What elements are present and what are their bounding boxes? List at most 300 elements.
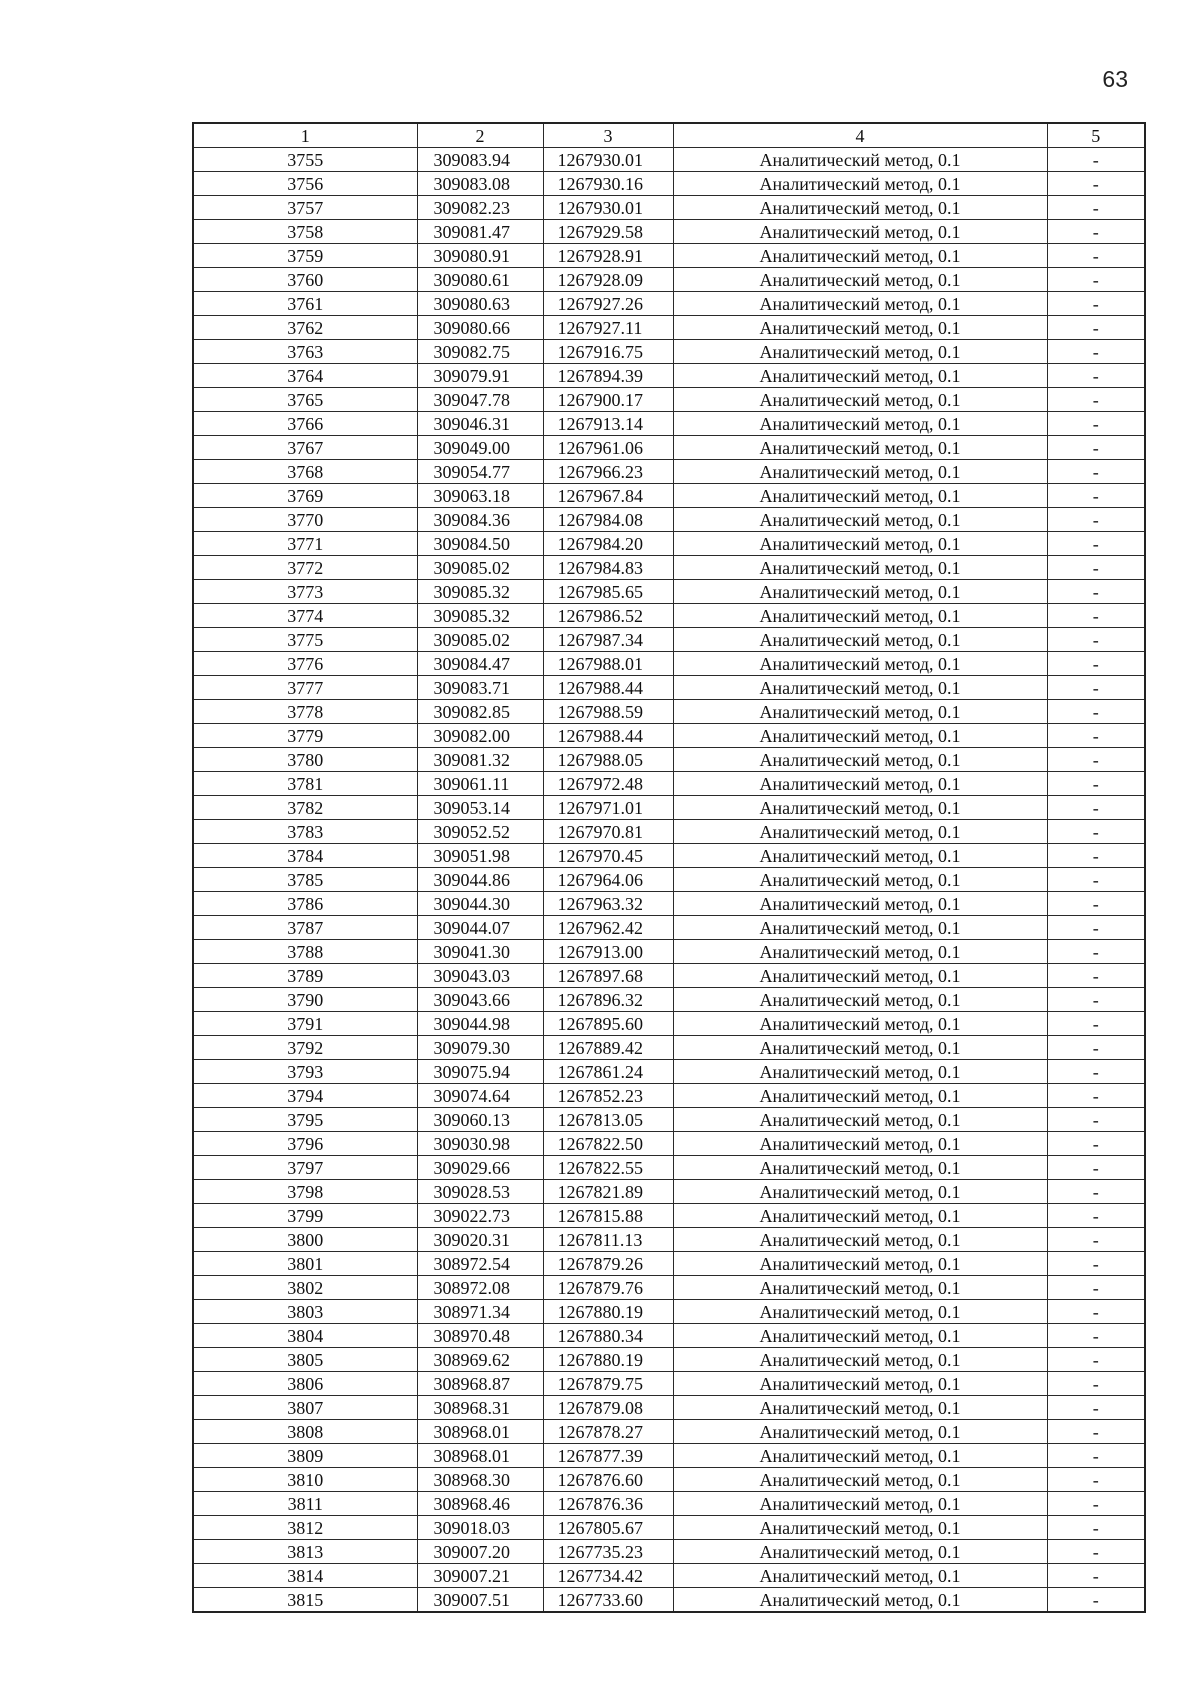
method-cell: Аналитический метод, 0.1 — [673, 292, 1047, 316]
point-number-cell: 3813 — [193, 1540, 417, 1564]
table-body — [193, 148, 1145, 1613]
method-cell: Аналитический метод, 0.1 — [673, 1396, 1047, 1420]
method-cell: Аналитический метод, 0.1 — [673, 892, 1047, 916]
table-row — [193, 1228, 1145, 1252]
x-coordinate-cell: 309080.63 — [417, 292, 543, 316]
point-number-cell: 3810 — [193, 1468, 417, 1492]
note-cell: - — [1047, 292, 1145, 316]
x-coordinate-cell: 309080.61 — [417, 268, 543, 292]
table-row — [193, 292, 1145, 316]
note-cell: - — [1047, 1468, 1145, 1492]
point-number-cell: 3807 — [193, 1396, 417, 1420]
y-coordinate-cell: 1267861.24 — [543, 1060, 673, 1084]
note-cell: - — [1047, 172, 1145, 196]
x-coordinate-cell: 309080.91 — [417, 244, 543, 268]
note-cell: - — [1047, 1324, 1145, 1348]
point-number-cell: 3772 — [193, 556, 417, 580]
x-coordinate-cell: 309080.66 — [417, 316, 543, 340]
table-row — [193, 1396, 1145, 1420]
method-cell: Аналитический метод, 0.1 — [673, 1060, 1047, 1084]
y-coordinate-cell: 1267966.23 — [543, 460, 673, 484]
table-header — [193, 123, 1145, 148]
table-row — [193, 1276, 1145, 1300]
point-number-cell: 3803 — [193, 1300, 417, 1324]
table-row — [193, 604, 1145, 628]
table-row — [193, 412, 1145, 436]
note-cell: - — [1047, 1228, 1145, 1252]
note-cell: - — [1047, 340, 1145, 364]
method-cell: Аналитический метод, 0.1 — [673, 988, 1047, 1012]
y-coordinate-cell: 1267930.01 — [543, 196, 673, 220]
column-header-4: 4 — [673, 123, 1047, 148]
x-coordinate-cell: 309063.18 — [417, 484, 543, 508]
column-header-3: 3 — [543, 123, 673, 148]
y-coordinate-cell: 1267735.23 — [543, 1540, 673, 1564]
y-coordinate-cell: 1267878.27 — [543, 1420, 673, 1444]
y-coordinate-cell: 1267988.01 — [543, 652, 673, 676]
table-row — [193, 1324, 1145, 1348]
method-cell: Аналитический метод, 0.1 — [673, 1540, 1047, 1564]
point-number-cell: 3808 — [193, 1420, 417, 1444]
note-cell: - — [1047, 316, 1145, 340]
table-row — [193, 964, 1145, 988]
y-coordinate-cell: 1267821.89 — [543, 1180, 673, 1204]
note-cell: - — [1047, 1204, 1145, 1228]
method-cell: Аналитический метод, 0.1 — [673, 556, 1047, 580]
table-row — [193, 1252, 1145, 1276]
table-row — [193, 916, 1145, 940]
point-number-cell: 3763 — [193, 340, 417, 364]
x-coordinate-cell: 309007.21 — [417, 1564, 543, 1588]
method-cell: Аналитический метод, 0.1 — [673, 484, 1047, 508]
note-cell: - — [1047, 820, 1145, 844]
note-cell: - — [1047, 1156, 1145, 1180]
note-cell: - — [1047, 268, 1145, 292]
note-cell: - — [1047, 1012, 1145, 1036]
point-number-cell: 3794 — [193, 1084, 417, 1108]
point-number-cell: 3784 — [193, 844, 417, 868]
method-cell: Аналитический метод, 0.1 — [673, 1588, 1047, 1613]
note-cell: - — [1047, 1516, 1145, 1540]
point-number-cell: 3814 — [193, 1564, 417, 1588]
y-coordinate-cell: 1267930.16 — [543, 172, 673, 196]
table-row — [193, 1060, 1145, 1084]
x-coordinate-cell: 309028.53 — [417, 1180, 543, 1204]
method-cell: Аналитический метод, 0.1 — [673, 364, 1047, 388]
x-coordinate-cell: 309044.30 — [417, 892, 543, 916]
x-coordinate-cell: 309079.91 — [417, 364, 543, 388]
method-cell: Аналитический метод, 0.1 — [673, 1516, 1047, 1540]
x-coordinate-cell: 309018.03 — [417, 1516, 543, 1540]
note-cell: - — [1047, 1348, 1145, 1372]
table-row — [193, 172, 1145, 196]
point-number-cell: 3762 — [193, 316, 417, 340]
x-coordinate-cell: 309082.75 — [417, 340, 543, 364]
table-row — [193, 1012, 1145, 1036]
method-cell: Аналитический метод, 0.1 — [673, 244, 1047, 268]
y-coordinate-cell: 1267963.32 — [543, 892, 673, 916]
note-cell: - — [1047, 868, 1145, 892]
point-number-cell: 3805 — [193, 1348, 417, 1372]
x-coordinate-cell: 309052.52 — [417, 820, 543, 844]
y-coordinate-cell: 1267928.91 — [543, 244, 673, 268]
table-row — [193, 340, 1145, 364]
y-coordinate-cell: 1267930.01 — [543, 148, 673, 172]
note-cell: - — [1047, 460, 1145, 484]
method-cell: Аналитический метод, 0.1 — [673, 460, 1047, 484]
x-coordinate-cell: 308970.48 — [417, 1324, 543, 1348]
x-coordinate-cell: 309044.07 — [417, 916, 543, 940]
method-cell: Аналитический метод, 0.1 — [673, 148, 1047, 172]
x-coordinate-cell: 308968.87 — [417, 1372, 543, 1396]
y-coordinate-cell: 1267805.67 — [543, 1516, 673, 1540]
note-cell: - — [1047, 508, 1145, 532]
method-cell: Аналитический метод, 0.1 — [673, 700, 1047, 724]
y-coordinate-cell: 1267879.08 — [543, 1396, 673, 1420]
x-coordinate-cell: 309022.73 — [417, 1204, 543, 1228]
method-cell: Аналитический метод, 0.1 — [673, 1228, 1047, 1252]
y-coordinate-cell: 1267734.42 — [543, 1564, 673, 1588]
point-number-cell: 3778 — [193, 700, 417, 724]
note-cell: - — [1047, 1420, 1145, 1444]
x-coordinate-cell: 309007.51 — [417, 1588, 543, 1613]
point-number-cell: 3798 — [193, 1180, 417, 1204]
x-coordinate-cell: 309084.36 — [417, 508, 543, 532]
point-number-cell: 3799 — [193, 1204, 417, 1228]
point-number-cell: 3774 — [193, 604, 417, 628]
method-cell: Аналитический метод, 0.1 — [673, 1444, 1047, 1468]
table-row — [193, 1204, 1145, 1228]
y-coordinate-cell: 1267877.39 — [543, 1444, 673, 1468]
point-number-cell: 3757 — [193, 196, 417, 220]
point-number-cell: 3815 — [193, 1588, 417, 1613]
note-cell: - — [1047, 1492, 1145, 1516]
point-number-cell: 3782 — [193, 796, 417, 820]
note-cell: - — [1047, 556, 1145, 580]
y-coordinate-cell: 1267913.14 — [543, 412, 673, 436]
x-coordinate-cell: 309043.03 — [417, 964, 543, 988]
y-coordinate-cell: 1267895.60 — [543, 1012, 673, 1036]
method-cell: Аналитический метод, 0.1 — [673, 844, 1047, 868]
note-cell: - — [1047, 964, 1145, 988]
method-cell: Аналитический метод, 0.1 — [673, 796, 1047, 820]
y-coordinate-cell: 1267984.08 — [543, 508, 673, 532]
note-cell: - — [1047, 796, 1145, 820]
x-coordinate-cell: 309051.98 — [417, 844, 543, 868]
point-number-cell: 3764 — [193, 364, 417, 388]
table-row — [193, 1348, 1145, 1372]
point-number-cell: 3779 — [193, 724, 417, 748]
x-coordinate-cell: 309081.32 — [417, 748, 543, 772]
point-number-cell: 3760 — [193, 268, 417, 292]
table-row — [193, 700, 1145, 724]
point-number-cell: 3809 — [193, 1444, 417, 1468]
x-coordinate-cell: 309083.94 — [417, 148, 543, 172]
note-cell: - — [1047, 748, 1145, 772]
x-coordinate-cell: 309074.64 — [417, 1084, 543, 1108]
y-coordinate-cell: 1267879.76 — [543, 1276, 673, 1300]
method-cell: Аналитический метод, 0.1 — [673, 268, 1047, 292]
method-cell: Аналитический метод, 0.1 — [673, 676, 1047, 700]
note-cell: - — [1047, 220, 1145, 244]
point-number-cell: 3795 — [193, 1108, 417, 1132]
method-cell: Аналитический метод, 0.1 — [673, 1564, 1047, 1588]
y-coordinate-cell: 1267811.13 — [543, 1228, 673, 1252]
point-number-cell: 3758 — [193, 220, 417, 244]
point-number-cell: 3769 — [193, 484, 417, 508]
y-coordinate-cell: 1267880.34 — [543, 1324, 673, 1348]
method-cell: Аналитический метод, 0.1 — [673, 820, 1047, 844]
y-coordinate-cell: 1267961.06 — [543, 436, 673, 460]
point-number-cell: 3766 — [193, 412, 417, 436]
point-number-cell: 3788 — [193, 940, 417, 964]
method-cell: Аналитический метод, 0.1 — [673, 388, 1047, 412]
point-number-cell: 3787 — [193, 916, 417, 940]
note-cell: - — [1047, 388, 1145, 412]
table-row — [193, 484, 1145, 508]
x-coordinate-cell: 309053.14 — [417, 796, 543, 820]
y-coordinate-cell: 1267988.44 — [543, 724, 673, 748]
table-row — [193, 940, 1145, 964]
method-cell: Аналитический метод, 0.1 — [673, 172, 1047, 196]
note-cell: - — [1047, 1180, 1145, 1204]
point-number-cell: 3791 — [193, 1012, 417, 1036]
x-coordinate-cell: 309085.32 — [417, 580, 543, 604]
x-coordinate-cell: 309054.77 — [417, 460, 543, 484]
y-coordinate-cell: 1267927.26 — [543, 292, 673, 316]
method-cell: Аналитический метод, 0.1 — [673, 220, 1047, 244]
method-cell: Аналитический метод, 0.1 — [673, 772, 1047, 796]
note-cell: - — [1047, 364, 1145, 388]
x-coordinate-cell: 309085.02 — [417, 628, 543, 652]
method-cell: Аналитический метод, 0.1 — [673, 1108, 1047, 1132]
x-coordinate-cell: 309029.66 — [417, 1156, 543, 1180]
page-number: 63 — [1102, 66, 1128, 92]
x-coordinate-cell: 308968.46 — [417, 1492, 543, 1516]
y-coordinate-cell: 1267880.19 — [543, 1348, 673, 1372]
method-cell: Аналитический метод, 0.1 — [673, 1180, 1047, 1204]
note-cell: - — [1047, 988, 1145, 1012]
method-cell: Аналитический метод, 0.1 — [673, 196, 1047, 220]
y-coordinate-cell: 1267970.81 — [543, 820, 673, 844]
x-coordinate-cell: 308968.01 — [417, 1444, 543, 1468]
header-row — [193, 123, 1145, 148]
method-cell: Аналитический метод, 0.1 — [673, 1300, 1047, 1324]
column-header-2: 2 — [417, 123, 543, 148]
method-cell: Аналитический метод, 0.1 — [673, 1348, 1047, 1372]
method-cell: Аналитический метод, 0.1 — [673, 1252, 1047, 1276]
y-coordinate-cell: 1267988.44 — [543, 676, 673, 700]
point-number-cell: 3806 — [193, 1372, 417, 1396]
coordinates-table — [192, 122, 1146, 1613]
x-coordinate-cell: 309083.08 — [417, 172, 543, 196]
x-coordinate-cell: 308972.54 — [417, 1252, 543, 1276]
note-cell: - — [1047, 604, 1145, 628]
x-coordinate-cell: 309075.94 — [417, 1060, 543, 1084]
note-cell: - — [1047, 772, 1145, 796]
table-row — [193, 1108, 1145, 1132]
point-number-cell: 3789 — [193, 964, 417, 988]
method-cell: Аналитический метод, 0.1 — [673, 1420, 1047, 1444]
point-number-cell: 3777 — [193, 676, 417, 700]
y-coordinate-cell: 1267985.65 — [543, 580, 673, 604]
y-coordinate-cell: 1267964.06 — [543, 868, 673, 892]
x-coordinate-cell: 309081.47 — [417, 220, 543, 244]
point-number-cell: 3786 — [193, 892, 417, 916]
y-coordinate-cell: 1267986.52 — [543, 604, 673, 628]
table-row — [193, 748, 1145, 772]
note-cell: - — [1047, 1252, 1145, 1276]
table-row — [193, 772, 1145, 796]
method-cell: Аналитический метод, 0.1 — [673, 724, 1047, 748]
point-number-cell: 3800 — [193, 1228, 417, 1252]
x-coordinate-cell: 309044.86 — [417, 868, 543, 892]
y-coordinate-cell: 1267876.36 — [543, 1492, 673, 1516]
method-cell: Аналитический метод, 0.1 — [673, 1324, 1047, 1348]
y-coordinate-cell: 1267927.11 — [543, 316, 673, 340]
point-number-cell: 3771 — [193, 532, 417, 556]
note-cell: - — [1047, 436, 1145, 460]
y-coordinate-cell: 1267897.68 — [543, 964, 673, 988]
y-coordinate-cell: 1267879.75 — [543, 1372, 673, 1396]
note-cell: - — [1047, 412, 1145, 436]
note-cell: - — [1047, 892, 1145, 916]
table-row — [193, 844, 1145, 868]
y-coordinate-cell: 1267984.20 — [543, 532, 673, 556]
method-cell: Аналитический метод, 0.1 — [673, 940, 1047, 964]
method-cell: Аналитический метод, 0.1 — [673, 1276, 1047, 1300]
method-cell: Аналитический метод, 0.1 — [673, 508, 1047, 532]
point-number-cell: 3780 — [193, 748, 417, 772]
method-cell: Аналитический метод, 0.1 — [673, 748, 1047, 772]
y-coordinate-cell: 1267971.01 — [543, 796, 673, 820]
method-cell: Аналитический метод, 0.1 — [673, 652, 1047, 676]
x-coordinate-cell: 309082.00 — [417, 724, 543, 748]
y-coordinate-cell: 1267894.39 — [543, 364, 673, 388]
point-number-cell: 3781 — [193, 772, 417, 796]
y-coordinate-cell: 1267822.55 — [543, 1156, 673, 1180]
table-row — [193, 1492, 1145, 1516]
point-number-cell: 3783 — [193, 820, 417, 844]
y-coordinate-cell: 1267962.42 — [543, 916, 673, 940]
method-cell: Аналитический метод, 0.1 — [673, 916, 1047, 940]
x-coordinate-cell: 309061.11 — [417, 772, 543, 796]
x-coordinate-cell: 309043.66 — [417, 988, 543, 1012]
y-coordinate-cell: 1267876.60 — [543, 1468, 673, 1492]
note-cell: - — [1047, 724, 1145, 748]
note-cell: - — [1047, 1396, 1145, 1420]
y-coordinate-cell: 1267984.83 — [543, 556, 673, 580]
note-cell: - — [1047, 1132, 1145, 1156]
method-cell: Аналитический метод, 0.1 — [673, 1084, 1047, 1108]
note-cell: - — [1047, 844, 1145, 868]
y-coordinate-cell: 1267970.45 — [543, 844, 673, 868]
y-coordinate-cell: 1267988.05 — [543, 748, 673, 772]
point-number-cell: 3792 — [193, 1036, 417, 1060]
note-cell: - — [1047, 916, 1145, 940]
y-coordinate-cell: 1267900.17 — [543, 388, 673, 412]
table-row — [193, 892, 1145, 916]
note-cell: - — [1047, 1588, 1145, 1613]
y-coordinate-cell: 1267928.09 — [543, 268, 673, 292]
table-row — [193, 1468, 1145, 1492]
point-number-cell: 3761 — [193, 292, 417, 316]
note-cell: - — [1047, 940, 1145, 964]
note-cell: - — [1047, 244, 1145, 268]
table-row — [193, 532, 1145, 556]
point-number-cell: 3793 — [193, 1060, 417, 1084]
y-coordinate-cell: 1267733.60 — [543, 1588, 673, 1613]
table-row — [193, 1372, 1145, 1396]
method-cell: Аналитический метод, 0.1 — [673, 868, 1047, 892]
x-coordinate-cell: 309030.98 — [417, 1132, 543, 1156]
y-coordinate-cell: 1267880.19 — [543, 1300, 673, 1324]
point-number-cell: 3770 — [193, 508, 417, 532]
y-coordinate-cell: 1267988.59 — [543, 700, 673, 724]
point-number-cell: 3776 — [193, 652, 417, 676]
point-number-cell: 3812 — [193, 1516, 417, 1540]
point-number-cell: 3790 — [193, 988, 417, 1012]
table-row — [193, 508, 1145, 532]
method-cell: Аналитический метод, 0.1 — [673, 1156, 1047, 1180]
table-row — [193, 652, 1145, 676]
note-cell: - — [1047, 1060, 1145, 1084]
table-row — [193, 1444, 1145, 1468]
x-coordinate-cell: 309047.78 — [417, 388, 543, 412]
y-coordinate-cell: 1267967.84 — [543, 484, 673, 508]
method-cell: Аналитический метод, 0.1 — [673, 1204, 1047, 1228]
point-number-cell: 3767 — [193, 436, 417, 460]
table-row — [193, 796, 1145, 820]
table-row — [193, 676, 1145, 700]
y-coordinate-cell: 1267815.88 — [543, 1204, 673, 1228]
note-cell: - — [1047, 580, 1145, 604]
x-coordinate-cell: 309049.00 — [417, 436, 543, 460]
table-row — [193, 148, 1145, 172]
table-row — [193, 316, 1145, 340]
note-cell: - — [1047, 1444, 1145, 1468]
point-number-cell: 3804 — [193, 1324, 417, 1348]
x-coordinate-cell: 309085.02 — [417, 556, 543, 580]
point-number-cell: 3801 — [193, 1252, 417, 1276]
table-row — [193, 580, 1145, 604]
method-cell: Аналитический метод, 0.1 — [673, 964, 1047, 988]
table-row — [193, 556, 1145, 580]
note-cell: - — [1047, 1084, 1145, 1108]
x-coordinate-cell: 308968.31 — [417, 1396, 543, 1420]
point-number-cell: 3811 — [193, 1492, 417, 1516]
table-row — [193, 1588, 1145, 1613]
table-row — [193, 1420, 1145, 1444]
table-row — [193, 220, 1145, 244]
note-cell: - — [1047, 1108, 1145, 1132]
method-cell: Аналитический метод, 0.1 — [673, 1372, 1047, 1396]
table-row — [193, 388, 1145, 412]
y-coordinate-cell: 1267916.75 — [543, 340, 673, 364]
x-coordinate-cell: 309060.13 — [417, 1108, 543, 1132]
x-coordinate-cell: 308969.62 — [417, 1348, 543, 1372]
x-coordinate-cell: 309084.50 — [417, 532, 543, 556]
point-number-cell: 3775 — [193, 628, 417, 652]
table-row — [193, 1132, 1145, 1156]
note-cell: - — [1047, 1564, 1145, 1588]
method-cell: Аналитический метод, 0.1 — [673, 1036, 1047, 1060]
table-row — [193, 244, 1145, 268]
table-row — [193, 460, 1145, 484]
x-coordinate-cell: 309085.32 — [417, 604, 543, 628]
method-cell: Аналитический метод, 0.1 — [673, 1492, 1047, 1516]
y-coordinate-cell: 1267852.23 — [543, 1084, 673, 1108]
